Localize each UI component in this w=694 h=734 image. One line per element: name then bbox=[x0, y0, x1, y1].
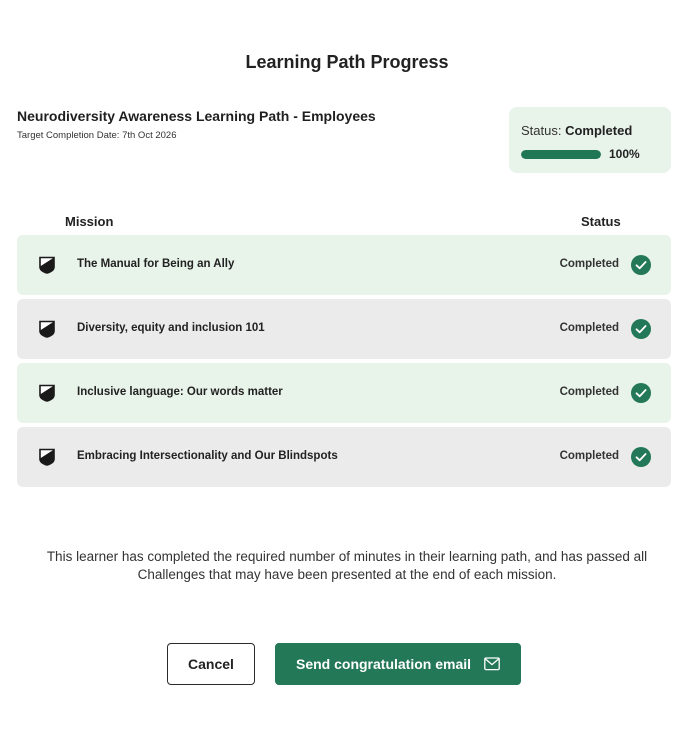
progress-bar bbox=[521, 150, 601, 159]
learning-path-name: Neurodiversity Awareness Learning Path - Employees bbox=[17, 108, 376, 124]
mission-status: Completed bbox=[559, 258, 619, 270]
check-circle-icon bbox=[631, 383, 651, 403]
mission-status: Completed bbox=[559, 450, 619, 462]
target-completion-date: Target Completion Date: 7th Oct 2026 bbox=[17, 130, 177, 141]
completion-note: This learner has completed the required number of minutes in their learning path, and has passed all Challenges that may have been presented at the end of each mission. bbox=[46, 549, 648, 582]
mission-badge-icon bbox=[38, 448, 56, 466]
check-circle-icon bbox=[631, 255, 651, 275]
mail-icon bbox=[484, 657, 500, 671]
mission-badge-icon bbox=[38, 256, 56, 274]
mission-title: Diversity, equity and inclusion 101 bbox=[77, 322, 265, 334]
mission-status: Completed bbox=[559, 386, 619, 398]
check-circle-icon bbox=[631, 447, 651, 467]
mission-row bbox=[17, 299, 671, 359]
check-circle-icon bbox=[631, 319, 651, 339]
mission-title: Embracing Intersectionality and Our Blindspots bbox=[77, 450, 338, 462]
progress-bar-fill bbox=[521, 150, 601, 159]
mission-badge-icon bbox=[38, 320, 56, 338]
send-button-label: Send congratulation email bbox=[296, 656, 472, 672]
status-column-header: Status bbox=[581, 214, 621, 229]
mission-title: Inclusive language: Our words matter bbox=[77, 386, 283, 398]
cancel-button[interactable]: Cancel bbox=[167, 643, 255, 685]
status-value: Completed bbox=[565, 123, 633, 138]
mission-badge-icon bbox=[38, 384, 56, 402]
mission-status: Completed bbox=[559, 322, 619, 334]
mission-row bbox=[17, 363, 671, 423]
mission-list bbox=[17, 235, 671, 491]
mission-title: The Manual for Being an Ally bbox=[77, 258, 235, 270]
status-label: Status: bbox=[521, 123, 562, 138]
modal-title: Learning Path Progress bbox=[245, 52, 449, 72]
mission-column-header: Mission bbox=[65, 214, 114, 229]
status-line bbox=[521, 123, 632, 138]
mission-row bbox=[17, 235, 671, 295]
send-congratulation-email-button[interactable] bbox=[275, 643, 521, 685]
mission-row bbox=[17, 427, 671, 487]
status-card bbox=[509, 107, 671, 173]
progress-percent: 100% bbox=[609, 147, 640, 161]
